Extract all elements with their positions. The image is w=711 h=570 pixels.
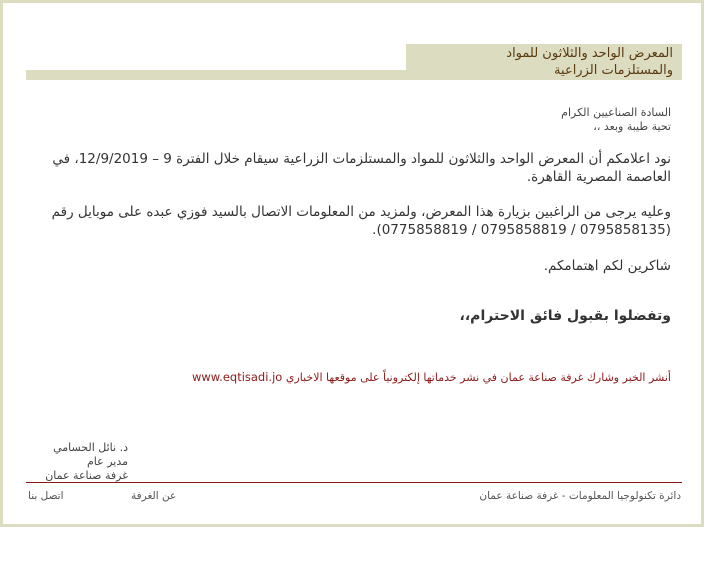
paragraph-contact: وعليه يرجى من الراغبين بزيارة هذا المعرض، ولمزيد من المعلومات الاتصال بالسيد فوزي عبده على موبايل رقم (0795858135 / 0795858819 / 0775858819). [51, 204, 671, 238]
footer-contact-link[interactable]: اتصل بنا [28, 490, 64, 502]
greeting-line-2: تحية طيبة وبعد ،، [593, 120, 671, 133]
promo-line [192, 370, 671, 384]
greeting-line-1: السادة الصناعيين الكرام [561, 106, 671, 119]
paragraph-exhibition: نود اعلامكم أن المعرض الواحد والثلاثون للمواد والمستلزمات الزراعية سيقام خلال الفترة 9 – 12/9/2019، في العاصمة المصرية القاهرة. [52, 151, 671, 185]
signature-org: غرفة صناعة عمان [45, 469, 128, 482]
footer-divider [26, 482, 682, 483]
signature-block [28, 441, 128, 483]
promo-site-link[interactable]: www.eqtisadi.jo [192, 370, 283, 384]
letter-title [403, 45, 673, 79]
footer-about-link[interactable]: عن الغرفة [131, 490, 177, 502]
closing-regards: وتفضلوا بقبول فائق الاحترام،، [459, 308, 671, 324]
signature-role: مدير عام [86, 455, 128, 468]
title-line-2: والمستلزمات الزراعية [554, 63, 673, 78]
footer-department: دائرة تكنولوجيا المعلومات - غرفة صناعة عمان [479, 490, 681, 502]
signature-name: د. نائل الحسامي [53, 441, 128, 454]
paragraph-thanks: شاكرين لكم اهتمامكم. [543, 258, 671, 274]
greeting [561, 106, 671, 134]
promo-text: أنشر الخبر وشارك غرفة صناعة عمان في نشر خدماتها إلكترونياً على موقعها الاخباري [285, 371, 671, 384]
title-line-1: المعرض الواحد والثلاثون للمواد [506, 46, 673, 61]
